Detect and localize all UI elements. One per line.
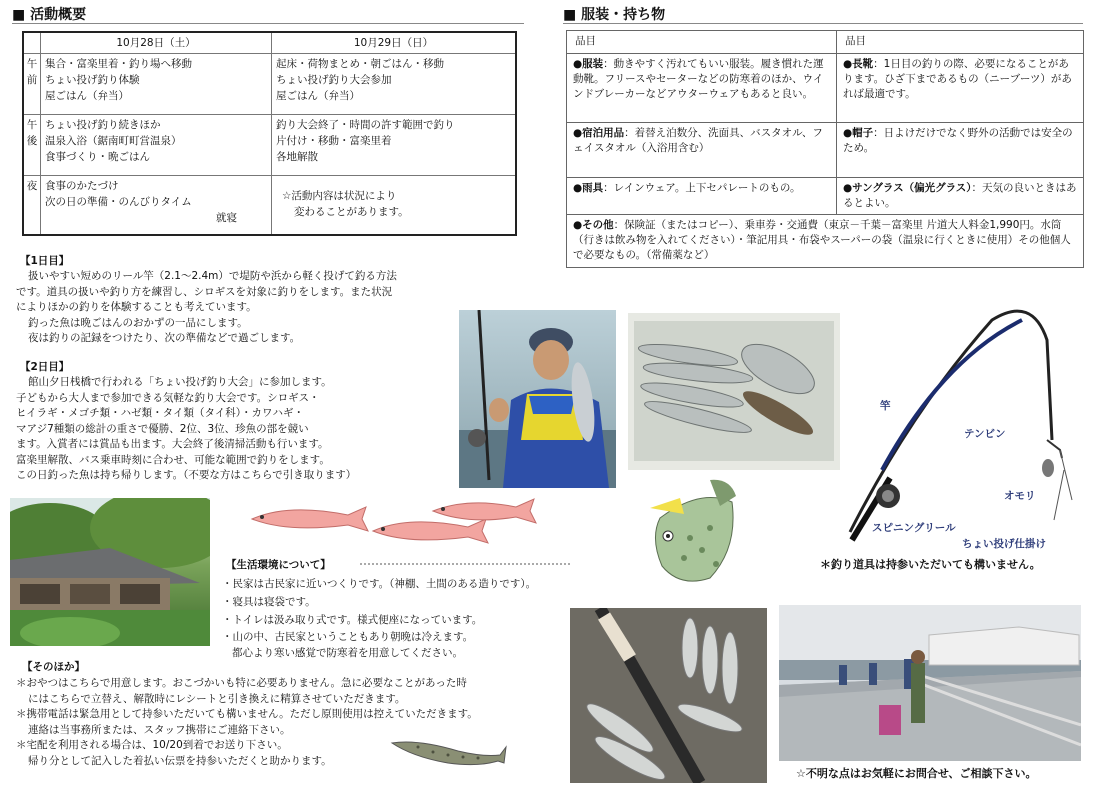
gear-item-clothes: ●服装：動きやすく汚れてもいい服装。履き慣れた運動靴。フリースやセーターなどの防寒着のほか、ウインドブレーカーなどアウターウェアもあると良い。 [567, 54, 837, 123]
row-afternoon: 午後 ちょい投げ釣り続きほか 温泉入浴（鋸南町町営温泉） 食事づくり・晩ごはん 釣り大会終了・時間の許す範囲で釣り 片付け・移動・富楽里着 各地解散 [23, 115, 516, 176]
fish-tray-photo [628, 313, 840, 470]
gear-note: ＊釣り道具は持参いただいても構いません。 [820, 558, 1041, 571]
flathead-fish-illustration [388, 733, 508, 775]
reel-label: スピニングリール [872, 522, 956, 534]
tenbin-label: テンビン [964, 428, 1006, 440]
day2-heading: 【2日目】 [20, 361, 70, 373]
activity-title-rule [12, 23, 524, 24]
pink-fish-illustration [248, 495, 538, 555]
col-day2: 10月29日（日） [272, 32, 517, 54]
omori-label: オモリ [1004, 490, 1036, 502]
others-body: ＊おやつはこちらで用意します。おこづかいも特に必要ありません。急に必要なことがあった時 にはこちらで立替え、解散時にレシートと引き換えに精算させていただきます。 ＊携帯電話は緊急用として持参いただいても構いません。ただし原則使用は控えていただきます。 連絡は当事務所または、スタッフ携帯にご連絡下さい。 ＊宅配を利用される場合は、10/20到着でお送り下さい。 帰り分として記入した着払い伝票を持参いただくと助かります。 [16, 677, 478, 767]
gear-item-lodging: ●宿泊用品：着替え泊数分、洗面具、バスタオル、フェイスタオル（入浴用含む） [567, 123, 837, 178]
row-label: 午前 [23, 54, 41, 115]
living-divider [360, 563, 570, 565]
gear-title: ■ 服装・持ち物 [563, 7, 666, 23]
pier-photo [779, 605, 1081, 761]
contact-note: ☆不明な点はお気軽にお問合せ、ご相談下さい。 [796, 767, 1037, 780]
row-label: 夜 [23, 176, 41, 236]
col-day1: 10月28日（土） [41, 32, 272, 54]
rig-label: ちょい投げ仕掛け [962, 538, 1046, 550]
row-night: 夜 食事のかたづけ 次の日の準備・のんびりタイム 就寝 ☆活動内容は状況により 変わることがあります。 [23, 176, 516, 236]
row-label: 午後 [23, 115, 41, 176]
schedule-table [22, 31, 517, 236]
living-list: ・民家は古民家に近いつくりです。（神棚、土間のある造りです）。 ・寝具は寝袋です。 ・トイレは汲み取り式です。様式便座になっています。 ・山の中、古民家ということもあり朝晩は冷えます。 都心より寒い感覚で防寒着を用意してください。 [222, 578, 537, 659]
gear-item-sunglasses: ●サングラス（偏光グラス）：天気の良いときはあるとよい。 [837, 178, 1084, 215]
day2-body: 館山夕日桟橋で行われる「ちょい投げ釣り大会」に参加します。 子どもから大人まで参加できる気軽な釣り大会です。シロギス・ ヒイラギ・メゴチ類・ハゼ類・タイ類（タイ科）・カワハギ・ マアジ7種類の総計の重さで優勝、2位、3位、珍魚の部を競い ます。入賞者には賞品も出ます。大会終了後清掃活動も行います。 富楽里解散、バス乗車時刻に合わせ、可能な範囲で釣りをします。 この日釣った魚は持ち帰りします。（不要な方はこちらで引き取ります） [16, 376, 357, 481]
rod-label: 竿 [880, 400, 891, 412]
boy-with-fish-photo [459, 310, 616, 488]
catch-photo [570, 608, 767, 783]
gear-item-boots: ●長靴：1日目の釣りの際、必要になることがあります。ひざ下まであるもの（ニーブーツ）があれば最適です。 [837, 54, 1084, 123]
farmhouse-photo [10, 498, 210, 646]
gear-title-rule [563, 23, 1083, 24]
gear-table [566, 30, 1084, 268]
filefish-illustration [640, 478, 740, 588]
others-heading: 【そのほか】 [22, 661, 85, 673]
activity-title: ■ 活動概要 [12, 7, 87, 23]
gear-col-header-2: 品目 [837, 31, 1084, 54]
gear-item-raingear: ●雨具：レインウェア。上下セパレートのもの。 [567, 178, 837, 215]
gear-item-misc: ●その他：保険証（またはコピー）、乗車券・交通費（東京－千葉－富楽里 片道大人料金1,990円。水筒（行きは飲み物を入れてください）・筆記用具・布袋やスーパーの袋（温泉に行くときに使用）その他個人で必要なもの。（常備薬など） [567, 215, 1084, 268]
rod-diagram [842, 300, 1078, 550]
day1-heading: 【1日目】 [20, 255, 70, 267]
row-morning: 午前 集合・富楽里着・釣り場へ移動 ちょい投げ釣り体験 屋ごはん（弁当） 起床・荷物まとめ・朝ごはん・移動 ちょい投げ釣り大会参加 屋ごはん（弁当） [23, 54, 516, 115]
gear-col-header: 品目 [567, 31, 837, 54]
gear-item-hat: ●帽子：日よけだけでなく野外の活動では安全のため。 [837, 123, 1084, 178]
day1-body: 扱いやすい短めのリール竿（2.1～2.4m）で堤防や浜から軽く投げて釣る方法 です。道具の扱いや釣り方を練習し、シロギスを対象に釣りをします。また状況 によりほかの釣りを体験することも考えています。 釣った魚は晩ごはんのおかずの一品にします。 夜は釣りの記録をつけたり、次の準備などで過ごします。 [16, 270, 397, 344]
living-heading: 【生活環境について】 [226, 559, 331, 571]
